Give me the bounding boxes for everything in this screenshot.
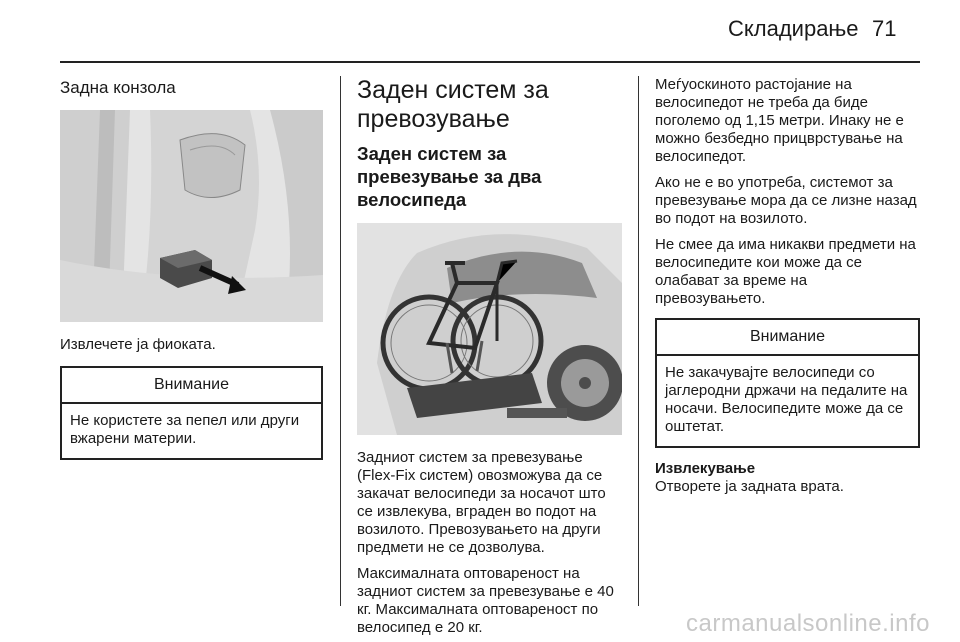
section-title-rear-console: Задна конзола <box>60 78 176 97</box>
middle-column <box>357 76 622 637</box>
warning-title: Внимание <box>62 368 321 404</box>
header-divider <box>60 61 920 63</box>
warning-text: Не користете за пепел или други вжарени материи. <box>70 412 300 447</box>
bicycle-carrier-illustration <box>357 223 622 435</box>
load-limit-paragraph: Максималната оптовареност на задниот систем за превезување е 40 кг. Максималната оптовареност по велосипед е 20 кг. <box>357 565 614 636</box>
warning-title: Внимание <box>657 320 918 356</box>
column-divider-2 <box>638 76 639 606</box>
wheelbase-paragraph: Меѓуоскиното растојание на велосипедот не треба да биде поголемо од 1,15 метри. Инаку не е можно безбедно прицврстување на велосипедот. <box>655 76 904 165</box>
warning-text: Не закачувајте велосипеди со јаглеродни држачи на педалите на носачи. Велосипедите може да се оштетат. <box>665 364 908 435</box>
removal-instruction: Отворете ја задната врата. <box>655 478 844 495</box>
removal-heading: Извлекување <box>655 460 756 477</box>
rear-console-drawer-illustration <box>60 110 323 322</box>
loose-objects-paragraph: Не смее да има никакви предмети на велосипедите кои може да се олабават за време на превозувањето. <box>655 236 916 307</box>
subsection-title-two-bicycles: Заден систем за превезување за два велосипеда <box>357 143 542 210</box>
watermark: carmanualsonline.info <box>686 610 930 637</box>
page-header-title: Складирање <box>728 16 859 41</box>
stowage-paragraph: Ако не е во употреба, системот за превезување мора да се лизне назад во подот на возилото. <box>655 174 917 227</box>
warning-box <box>655 318 920 448</box>
carrier-description-paragraph: Задниот систем за превезување (Flex-Fix систем) овозможува да се закачат велосипеди за носачот што се извлекува, вграден во подот на возилото. Превозувањето на други предмети не се дозволува. <box>357 449 606 556</box>
section-title-rear-carrier: Заден систем за превозување <box>357 76 549 133</box>
figure-caption: Извлечете ја фиоката. <box>60 336 216 353</box>
warning-box <box>60 366 323 460</box>
right-column <box>655 76 920 496</box>
left-column <box>60 76 323 460</box>
column-divider-1 <box>340 76 341 606</box>
page-number: 71 <box>872 16 897 41</box>
